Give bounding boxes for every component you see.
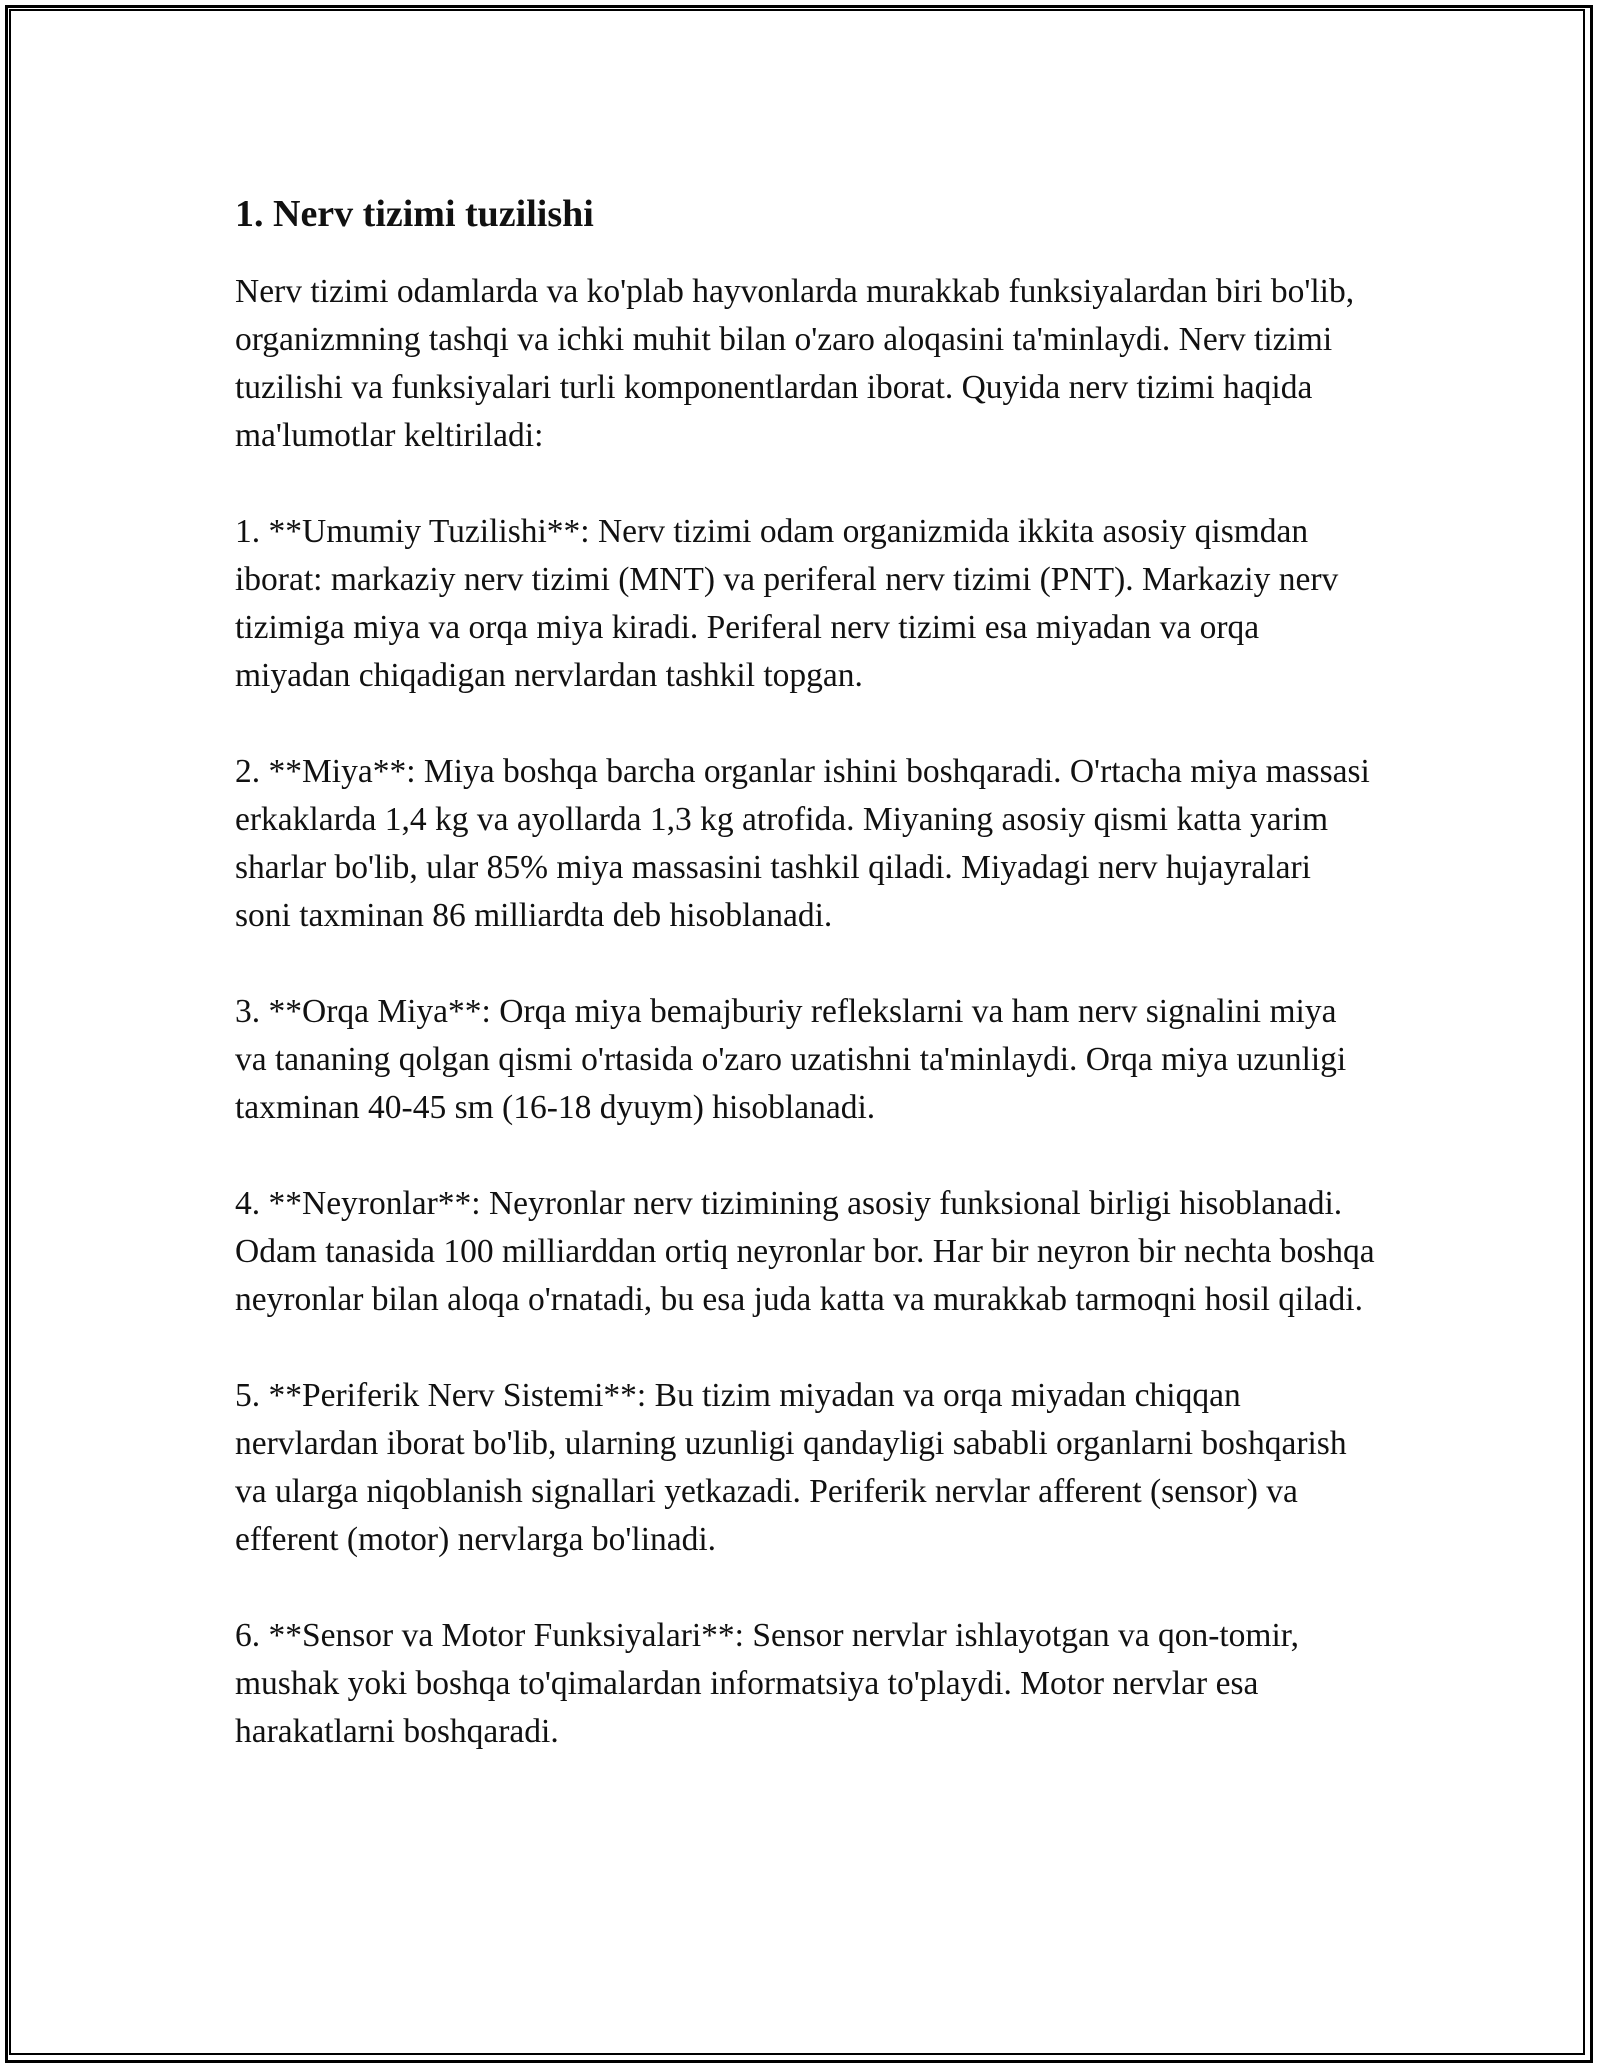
- section-heading: 1. Nerv tizimi tuzilishi: [235, 193, 594, 235]
- document-body: [235, 186, 1375, 1804]
- paragraph-general-structure: 1. **Umumiy Tuzilishi**: Nerv tizimi odam organizmida ikkita asosiy qismdan iborat: markaziy nerv tizimi (MNT) va periferal nerv tizimi (PNT). Markaziy nerv tizimiga miya va orqa miya kiradi. Periferal nerv tizimi esa miyadan va orqa miyadan chiqadigan nervlardan tashkil topgan.: [235, 513, 1339, 694]
- intro-paragraph: Nerv tizimi odamlarda va ko'plab hayvonlarda murakkab funksiyalardan biri bo'lib, organizmning tashqi va ichki muhit bilan o'zaro aloqasini ta'minlaydi. Nerv tizimi tuzilishi va funksiyalari turli komponentlardan iborat. Quyida nerv tizimi haqida ma'lumotlar keltiriladi:: [235, 273, 1355, 454]
- paragraph-spinal-cord: 3. **Orqa Miya**: Orqa miya bemajburiy reflekslarni va ham nerv signalini miya va tananing qolgan qismi o'rtasida o'zaro uzatishni ta'minlaydi. Orqa miya uzunligi taxminan 40-45 sm (16-18 dyuym) hisoblanadi.: [235, 993, 1347, 1126]
- paragraph-brain: 2. **Miya**: Miya boshqa barcha organlar ishini boshqaradi. O'rtacha miya massasi erkaklarda 1,4 kg va ayollarda 1,3 kg atrofida. Miyaning asosiy qismi katta yarim sharlar bo'lib, ular 85% miya massasini tashkil qiladi. Miyadagi nerv hujayralari soni taxminan 86 milliardta deb hisoblanadi.: [235, 753, 1370, 934]
- paragraph-peripheral-system: 5. **Periferik Nerv Sistemi**: Bu tizim miyadan va orqa miyadan chiqqan nervlardan iborat bo'lib, ularning uzunligi qandayligi sababli organlarni boshqarish va ularga niqoblanish signallari yetkazadi. Periferik nervlar afferent (sensor) va efferent (motor) nervlarga bo'linadi.: [235, 1377, 1347, 1558]
- paragraph-neurons: 4. **Neyronlar**: Neyronlar nerv tizimining asosiy funksional birligi hisoblanadi. Odam tanasida 100 milliarddan ortiq neyronlar bor. Har bir neyron bir nechta boshqa neyronlar bilan aloqa o'rnatadi, bu esa juda katta va murakkab tarmoqni hosil qiladi.: [235, 1185, 1375, 1318]
- paragraph-sensor-motor: 6. **Sensor va Motor Funksiyalari**: Sensor nervlar ishlayotgan va qon-tomir, mushak yoki boshqa to'qimalardan informatsiya to'playdi. Motor nervlar esa harakatlarni boshqaradi.: [235, 1617, 1299, 1750]
